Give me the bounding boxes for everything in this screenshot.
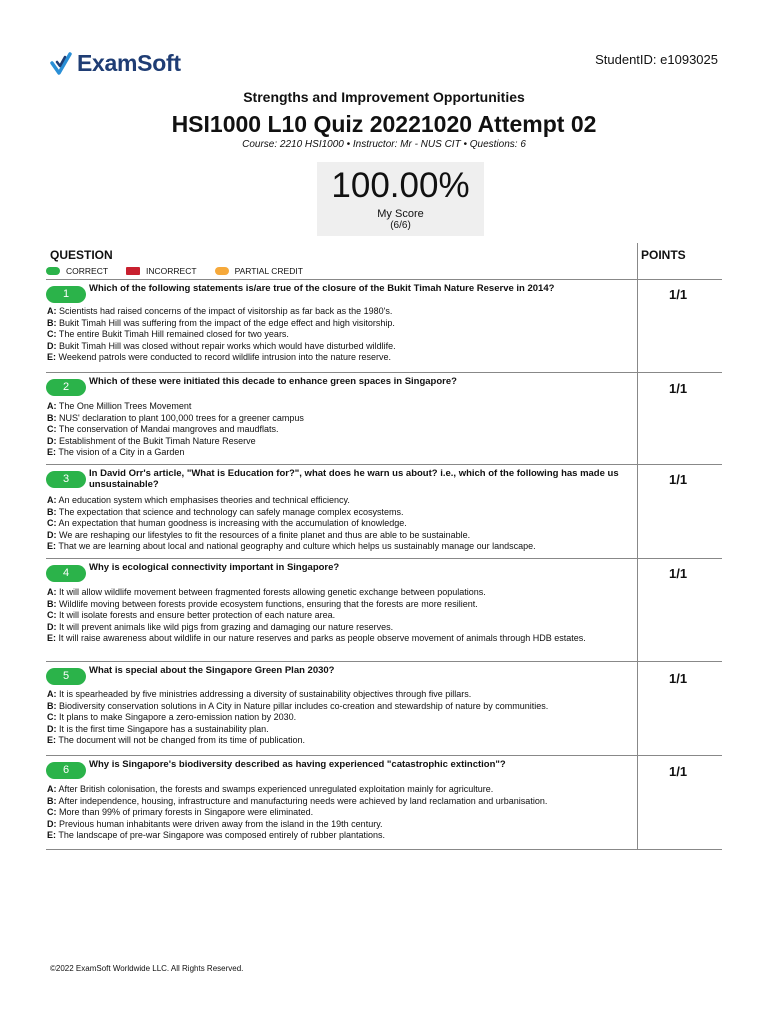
question-points: 1/1 [669,381,688,396]
answer-list [47,495,635,553]
question-column-header: QUESTION [50,248,113,262]
logo-text: ExamSoft [77,50,181,76]
examsoft-check-icon [50,51,72,77]
question-points: 1/1 [669,566,688,581]
question-text: Which of the following statements is/are true of the closure of the Bukit Timah Nature Reserve in 2014? [89,283,555,294]
answer-option: A: The One Million Trees Movement [47,401,192,411]
answer-option: B: NUS' declaration to plant 100,000 trees for a greener campus [47,412,304,423]
row-divider [46,849,722,850]
answer-option: C: More than 99% of primary forests in Singapore were eliminated. [47,807,314,818]
answer-option: A: It is spearheaded by five ministries addressing a diversity of sustainability objectives through five pillars. [47,689,472,699]
answer-option: A: It will allow wildlife movement between fragmented forests allowing genetic exchange between populations. [47,587,486,597]
answer-option: B: Biodiversity conservation solutions in A City in Nature pillar includes co-creation and stewardship of nature by communities. [47,700,549,711]
answer-list [47,306,635,364]
answer-list [47,784,635,842]
row-divider [46,372,722,373]
question-points: 1/1 [669,764,688,779]
row-divider [46,661,722,662]
question-number-badge: 2 [46,379,86,396]
answer-option: A: After British colonisation, the forests and swamps experienced unregulated exploitation mainly for agriculture. [47,784,494,794]
column-divider [637,243,638,850]
answer-option: C: It will isolate forests and ensure better protection of each nature area. [47,610,336,621]
report-title: HSI1000 L10 Quiz 20221020 Attempt 02 [171,111,597,137]
answer-option: D: Establishment of the Bukit Timah Nature Reserve [47,435,256,446]
row-divider [46,279,722,280]
answer-option: E: The landscape of pre-war Singapore was composed entirely of rubber plantations. [47,830,386,841]
answer-option: E: It will raise awareness about wildlife in our nature reserves and parks as people observe movement of animals through HDB estates. [47,633,586,644]
question-text: Why is ecological connectivity important in Singapore? [89,562,340,573]
student-id: StudentID: e1093025 [595,52,718,67]
question-text: Why is Singapore's biodiversity described as having experienced "catastrophic extinction"? [89,759,506,770]
answer-option: B: After independence, housing, infrastructure and manufacturing needs were achieved by land reclamation and urbanisation. [47,795,548,806]
answer-option: D: Bukit Timah Hill was closed without repair works which would have disturbed wildlife. [47,340,396,351]
answer-option: B: The expectation that science and technology can safely manage complex ecosystems. [47,506,404,517]
examsoft-logo [50,50,181,77]
answer-option: E: The vision of a City in a Garden [47,447,185,458]
answer-option: D: Previous human inhabitants were driven away from the island in the 19th century. [47,818,383,829]
points-column-header: POINTS [641,248,686,262]
answer-option: A: Scientists had raised concerns of the impact of visitorship as far back as the 1980's. [47,306,393,316]
answer-option: C: An expectation that human goodness is increasing with the accumulation of knowledge. [47,518,407,529]
answer-option: E: The document will not be changed from its time of publication. [47,735,305,746]
answer-option: E: That we are learning about local and national geography and culture which helps us sustainably manage our landscape. [47,541,536,552]
answer-list [47,401,635,459]
answer-option: A: An education system which emphasises theories and technical efficiency. [47,495,350,505]
question-number-badge: 3 [46,471,86,488]
legend-incorrect [126,266,197,276]
score-box [317,162,484,236]
score-count: (6/6) [390,220,411,231]
question-points: 1/1 [669,472,688,487]
answer-option: C: The entire Bukit Timah Hill remained closed for two years. [47,329,289,340]
answer-list [47,689,635,747]
answer-option: D: We are reshaping our lifestyles to fit the resources of a finite planet and thus are able to be sustainable. [47,529,471,540]
answer-option: B: Wildlife moving between forests provide ecosystem functions, ensuring that the forests are more resilient. [47,598,478,609]
question-points: 1/1 [669,287,688,302]
legend-incorrect-label: INCORRECT [146,266,197,276]
row-divider [46,755,722,756]
answer-option: C: The conservation of Mandai mangroves and maudflats. [47,424,279,435]
correct-swatch-icon [46,267,60,275]
answer-option: C: It plans to make Singapore a zero-emission nation by 2030. [47,712,297,723]
question-number-badge: 6 [46,762,86,779]
question-number-badge: 1 [46,286,86,303]
report-meta: Course: 2210 HSI1000 • Instructor: Mr - NUS CIT • Questions: 6 [242,139,526,150]
report-subtitle: Strengths and Improvement Opportunities [243,89,525,105]
answer-option: E: Weekend patrols were conducted to record wildlife intrusion into the nature reserve. [47,352,392,363]
score-label: My Score [377,208,424,220]
answer-option: D: It is the first time Singapore has a sustainability plan. [47,723,269,734]
legend-partial [215,266,303,276]
question-text: What is special about the Singapore Green Plan 2030? [89,665,335,676]
question-number-badge: 4 [46,565,86,582]
question-points: 1/1 [669,671,688,686]
legend-correct-label: CORRECT [66,266,109,276]
footer-copyright: ©2022 ExamSoft Worldwide LLC. All Rights Reserved. [50,964,244,973]
legend-partial-label: PARTIAL CREDIT [234,266,303,276]
answer-option: D: It will prevent animals like wild pigs from grazing and damaging our nature reserves. [47,621,394,632]
legend-correct [46,266,108,276]
legend [46,265,321,277]
incorrect-swatch-icon [126,267,140,275]
answer-list [47,587,635,645]
partial-swatch-icon [215,267,229,275]
row-divider [46,558,722,559]
row-divider [46,464,722,465]
question-text: Which of these were initiated this decade to enhance green spaces in Singapore? [89,376,457,387]
question-number-badge: 5 [46,668,86,685]
score-value: 100.00% [331,166,470,205]
answer-option: B: Bukit Timah Hill was suffering from the impact of the edge effect and high visitorship. [47,317,395,328]
question-text: In David Orr's article, "What is Education for?", what does he warn us about? i.e., which of the following has made us unsustainable? [89,468,619,490]
